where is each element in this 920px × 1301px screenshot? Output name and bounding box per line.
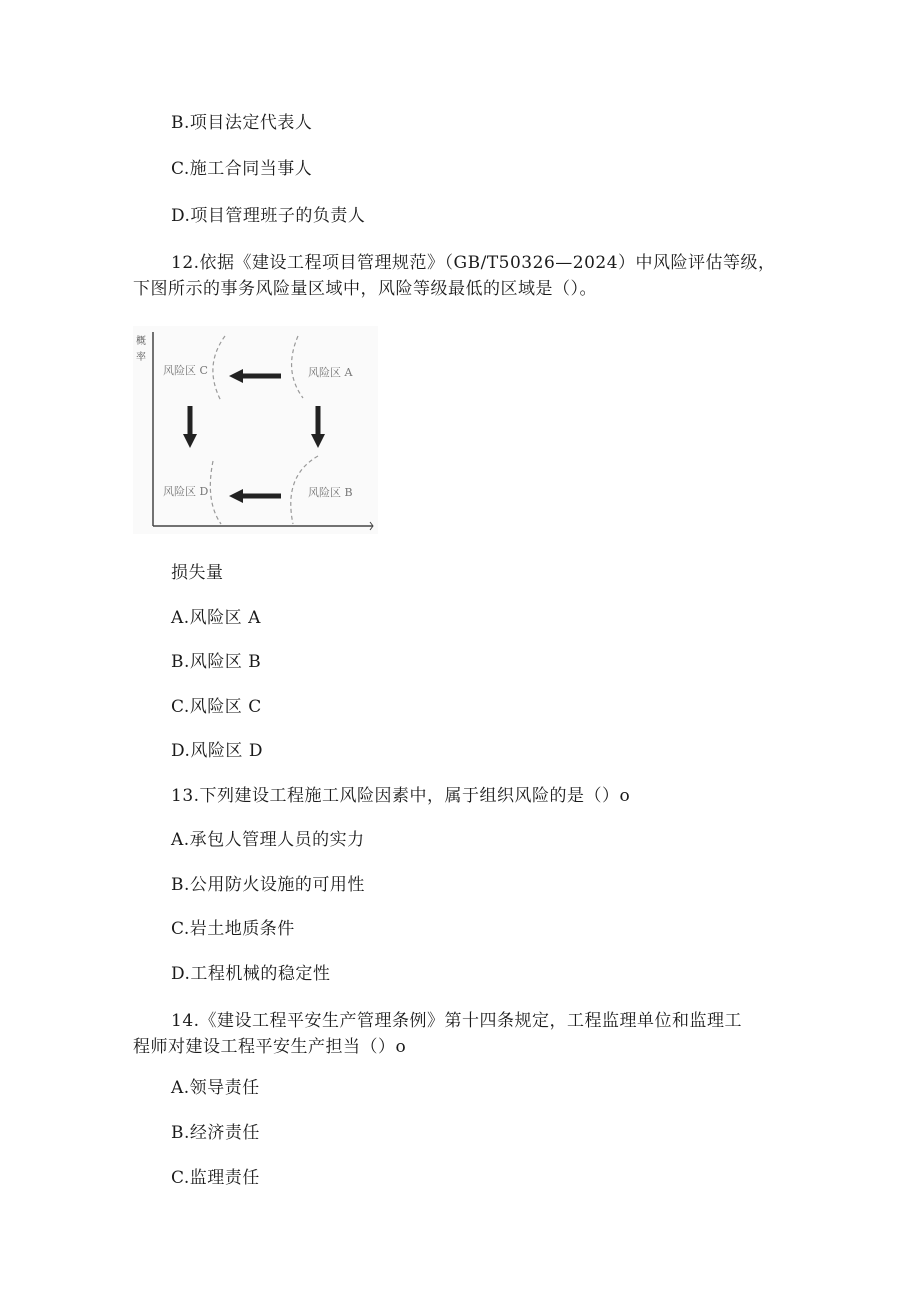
option-q12-c: C.风险区 C: [171, 697, 262, 717]
option-q11-b: B.项目法定代表人: [171, 113, 313, 133]
option-q12-a: A.风险区 A: [171, 608, 261, 628]
option-q13-b: B.公用防火设施的可用性: [171, 875, 365, 895]
question-14-stem-line1: 14.《建设工程平安生产管理条例》第十四条规定，工程监理单位和监理工: [171, 1011, 743, 1031]
figure-background: [133, 326, 378, 534]
option-q12-b: B.风险区 B: [171, 652, 262, 672]
option-q14-b: B.经济责任: [171, 1123, 260, 1143]
risk-zone-figure: [133, 326, 378, 534]
option-q13-a: A.承包人管理人员的实力: [171, 830, 365, 850]
zone-d-label: 风险区 D: [163, 485, 209, 498]
zone-c-label: 风险区 C: [163, 364, 208, 377]
question-12-stem-line1: 12.依据《建设工程项目管理规范》（GB/T50326—2024）中风险评估等级，: [171, 253, 776, 273]
question-12-stem-line2: 下图所示的事务风险量区域中，风险等级最低的区域是（）。: [133, 279, 597, 299]
question-13-stem: 13.下列建设工程施工风险因素中，属于组织风险的是（）o: [171, 786, 631, 806]
option-q14-c: C.监理责任: [171, 1168, 260, 1188]
y-axis-label-1: 概: [136, 336, 146, 347]
zone-b-label: 风险区 B: [308, 486, 353, 499]
option-q13-d: D.工程机械的稳定性: [171, 964, 331, 984]
option-q11-c: C.施工合同当事人: [171, 159, 313, 179]
question-14-stem-line2: 程师对建设工程平安生产担当（）o: [133, 1037, 407, 1057]
zone-a-label: 风险区 A: [308, 366, 353, 379]
option-q14-a: A.领导责任: [171, 1078, 260, 1098]
y-axis-label-2: 率: [136, 352, 146, 363]
option-q12-d: D.风险区 D: [171, 741, 263, 761]
option-q11-d: D.项目管理班子的负责人: [171, 206, 366, 226]
risk-zone-diagram: [133, 326, 378, 534]
x-axis-caption: 损失量: [171, 563, 224, 583]
option-q13-c: C.岩土地质条件: [171, 919, 295, 939]
